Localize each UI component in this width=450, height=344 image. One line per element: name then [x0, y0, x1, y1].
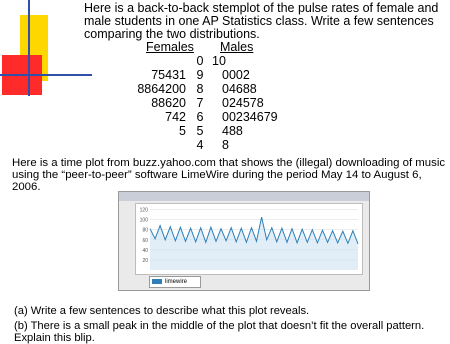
plot-area [135, 203, 363, 275]
stem-value: 8 [196, 82, 204, 96]
stem-leaf-right: 04688 [222, 82, 257, 96]
stem-value: 6 [196, 110, 204, 124]
stem-leaf-left: 75431 [151, 68, 186, 82]
y-tick-label: 100 [139, 217, 148, 224]
intro-paragraph: Here is a back-to-back stemplot of the pulse rates of female and male students in one AP Statistics class. Write a few sentences comparing the two distributions. [84, 1, 439, 41]
plot-legend [149, 276, 201, 288]
stem-leaf-right: 488 [222, 124, 243, 138]
y-tick-label: 120 [139, 207, 148, 214]
stem-value: 0 [196, 54, 204, 68]
y-tick-label: 80 [142, 227, 148, 234]
stem-leaf-right: 00234679 [222, 110, 278, 124]
stem-leaf-left: 5 [179, 124, 186, 138]
legend-swatch [152, 279, 162, 284]
time-plot-image [118, 191, 370, 291]
stem-value: 4 [196, 138, 204, 152]
stem-value: 7 [196, 96, 204, 110]
stem-leaf-right: 10 [212, 54, 226, 68]
y-tick-label: 40 [142, 247, 148, 254]
stem-leaf-right: 0002 [222, 68, 250, 82]
question-b: (b) There is a small peak in the middle of the plot that doesn’t fit the overall pattern. Explain this blip. [14, 320, 425, 344]
decorative-horizontal-line [0, 74, 92, 76]
stem-leaf-left: 742 [165, 110, 186, 124]
y-tick-label: 20 [142, 257, 148, 264]
stem-leaf-left: 8864200 [137, 82, 186, 96]
stem-leaf-left: 88620 [151, 96, 186, 110]
stem-leaf-right: 8 [222, 138, 229, 152]
males-header: Males [220, 40, 254, 54]
females-header: Females [146, 40, 194, 54]
decorative-vertical-line [28, 0, 30, 96]
question-a: (a) Write a few sentences to describe what this plot reveals. [14, 305, 310, 317]
timeplot-intro: Here is a time plot from buzz.yahoo.com that shows the (illegal) downloading of music using the “peer-to-peer” software LimeWire during the period May 14 to August 6, 2006. [12, 157, 446, 193]
stem-value: 5 [196, 124, 204, 138]
y-tick-label: 60 [142, 237, 148, 244]
legend-label: limewire [165, 279, 188, 285]
stem-value: 9 [196, 68, 204, 82]
plot-titlebar [119, 192, 369, 201]
series-area [150, 217, 358, 270]
stem-leaf-right: 024578 [222, 96, 264, 110]
